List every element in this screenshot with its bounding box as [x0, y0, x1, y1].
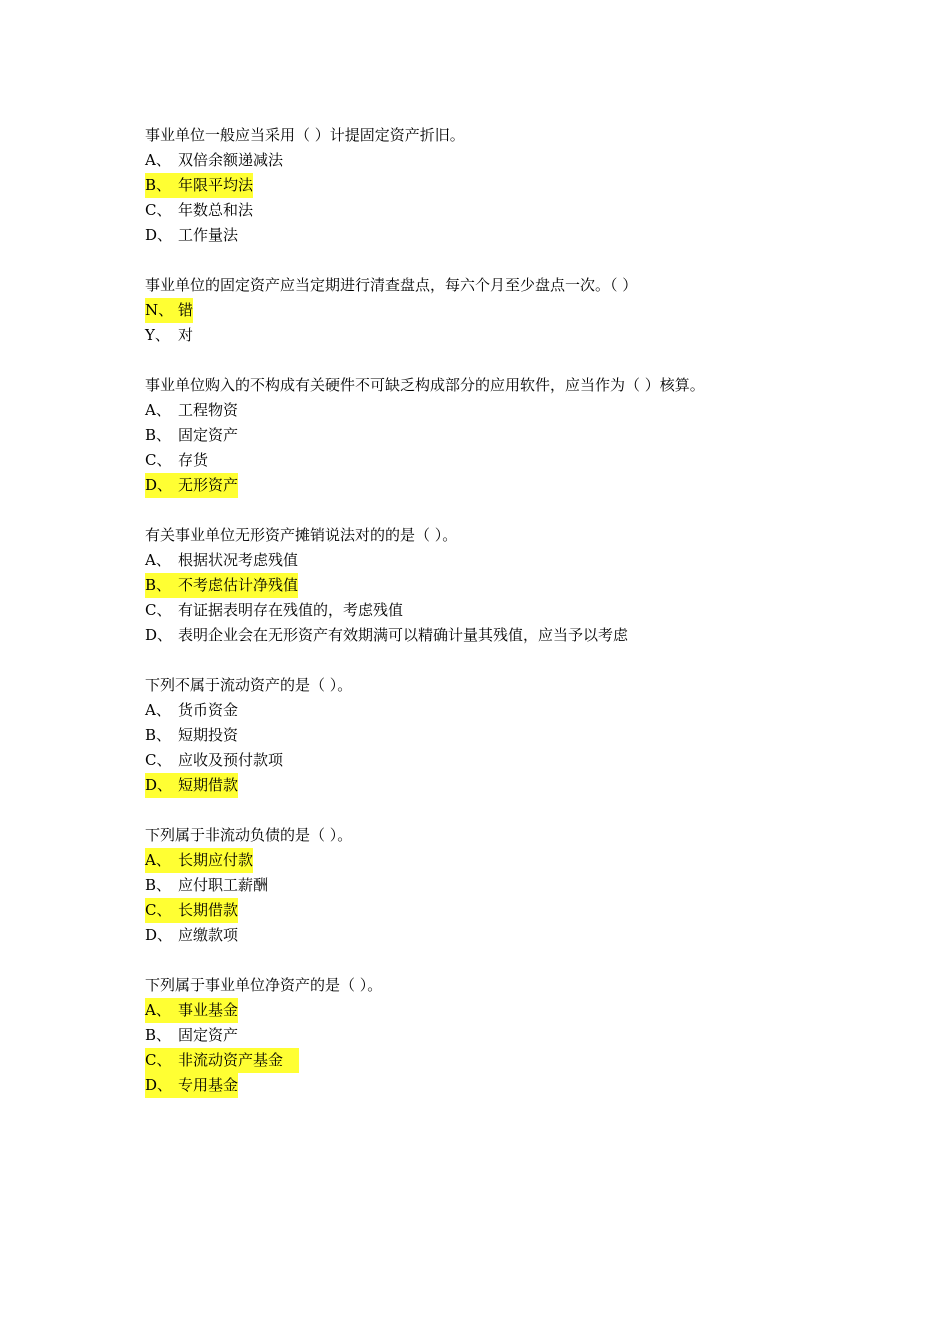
option-text: 应付职工薪酬: [178, 876, 269, 894]
option-text: 非流动资产基金: [178, 1051, 284, 1069]
option-text: 表明企业会在无形资产有效期满可以精确计量其残值，应当予以考虑: [178, 626, 629, 644]
option-letter: A、: [145, 1001, 171, 1019]
option-c: [145, 598, 403, 623]
option-text: 货币资金: [178, 701, 239, 719]
option-letter: C、: [145, 901, 172, 919]
question-stem: 事业单位的固定资产应当定期进行清查盘点，每六个月至少盘点一次。（ ）: [145, 276, 638, 294]
option-a: [145, 398, 238, 423]
option-letter: B、: [145, 426, 172, 444]
question-5: [145, 673, 865, 798]
option-letter: C、: [145, 1051, 172, 1069]
option-y: [145, 323, 193, 348]
option-c-highlighted-answer: [145, 1048, 299, 1073]
option-d-highlighted-answer: [145, 773, 238, 798]
option-d-highlighted-answer: [145, 1073, 238, 1098]
option-text: 事业基金: [178, 1001, 239, 1019]
option-letter: C、: [145, 201, 172, 219]
option-letter: A、: [145, 551, 171, 569]
option-text: 长期借款: [178, 901, 239, 919]
option-letter: B、: [145, 576, 172, 594]
option-c-highlighted-answer: [145, 898, 238, 923]
option-text: 无形资产: [178, 476, 239, 494]
option-b-highlighted-answer: [145, 173, 253, 198]
option-letter: A、: [145, 851, 171, 869]
option-d: [145, 223, 238, 248]
option-text: 存货: [178, 451, 209, 469]
option-letter: D、: [145, 926, 173, 944]
question-stem: 事业单位一般应当采用（ ）计提固定资产折旧。: [145, 126, 465, 144]
option-text: 错: [178, 301, 194, 319]
option-text: 应缴款项: [178, 926, 239, 944]
option-letter: D、: [145, 226, 173, 244]
option-text: 长期应付款: [178, 851, 254, 869]
option-a-highlighted-answer: [145, 998, 238, 1023]
question-3: [145, 373, 865, 498]
question-7: [145, 973, 865, 1098]
option-letter: C、: [145, 751, 172, 769]
option-letter: D、: [145, 1076, 173, 1094]
option-letter: B、: [145, 726, 172, 744]
option-letter: A、: [145, 401, 171, 419]
option-letter: N、: [145, 301, 174, 319]
question-stem: 下列属于事业单位净资产的是（ ）。: [145, 976, 383, 994]
option-text: 双倍余额递减法: [178, 151, 284, 169]
question-stem: 下列属于非流动负债的是（ ）。: [145, 826, 353, 844]
option-text: 固定资产: [178, 426, 239, 444]
option-letter: C、: [145, 601, 172, 619]
question-2: [145, 273, 865, 348]
option-text: 工程物资: [178, 401, 239, 419]
option-b: [145, 873, 268, 898]
option-letter: B、: [145, 876, 172, 894]
option-letter: D、: [145, 626, 173, 644]
option-text: 应收及预付款项: [178, 751, 284, 769]
option-c: [145, 448, 208, 473]
option-letter: B、: [145, 176, 172, 194]
option-text: 年数总和法: [178, 201, 254, 219]
option-text: 根据状况考虑残值: [178, 551, 299, 569]
option-d: [145, 923, 238, 948]
option-a: [145, 548, 298, 573]
question-stem: 有关事业单位无形资产摊销说法对的的是（ ）。: [145, 526, 458, 544]
option-letter: A、: [145, 151, 171, 169]
option-text: 不考虑估计净残值: [178, 576, 299, 594]
option-text: 专用基金: [178, 1076, 239, 1094]
option-text: 固定资产: [178, 1026, 239, 1044]
option-text: 工作量法: [178, 226, 239, 244]
option-a: [145, 698, 238, 723]
option-d-highlighted-answer: [145, 473, 238, 498]
option-text: 对: [178, 326, 194, 344]
option-c: [145, 748, 283, 773]
option-letter: C、: [145, 451, 172, 469]
option-text: 有证据表明存在残值的，考虑残值: [178, 601, 404, 619]
option-b: [145, 423, 238, 448]
question-stem: 事业单位购入的不构成有关硬件不可缺乏构成部分的应用软件，应当作为（ ）核算。: [145, 376, 705, 394]
option-a-highlighted-answer: [145, 848, 253, 873]
option-letter: D、: [145, 776, 173, 794]
option-text: 短期借款: [178, 776, 239, 794]
option-letter: Y、: [145, 326, 170, 344]
option-c: [145, 198, 253, 223]
option-letter: D、: [145, 476, 173, 494]
question-4: [145, 523, 865, 648]
option-n-highlighted-answer: [145, 298, 193, 323]
question-stem: 下列不属于流动资产的是（ ）。: [145, 676, 353, 694]
option-letter: B、: [145, 1026, 172, 1044]
option-b: [145, 1023, 238, 1048]
option-letter: A、: [145, 701, 171, 719]
option-d: [145, 623, 628, 648]
option-b: [145, 723, 238, 748]
option-text: 年限平均法: [178, 176, 254, 194]
question-1: [145, 123, 865, 248]
option-b-highlighted-answer: [145, 573, 298, 598]
option-text: 短期投资: [178, 726, 239, 744]
document-body: [145, 123, 865, 1123]
option-a: [145, 148, 283, 173]
question-6: [145, 823, 865, 948]
